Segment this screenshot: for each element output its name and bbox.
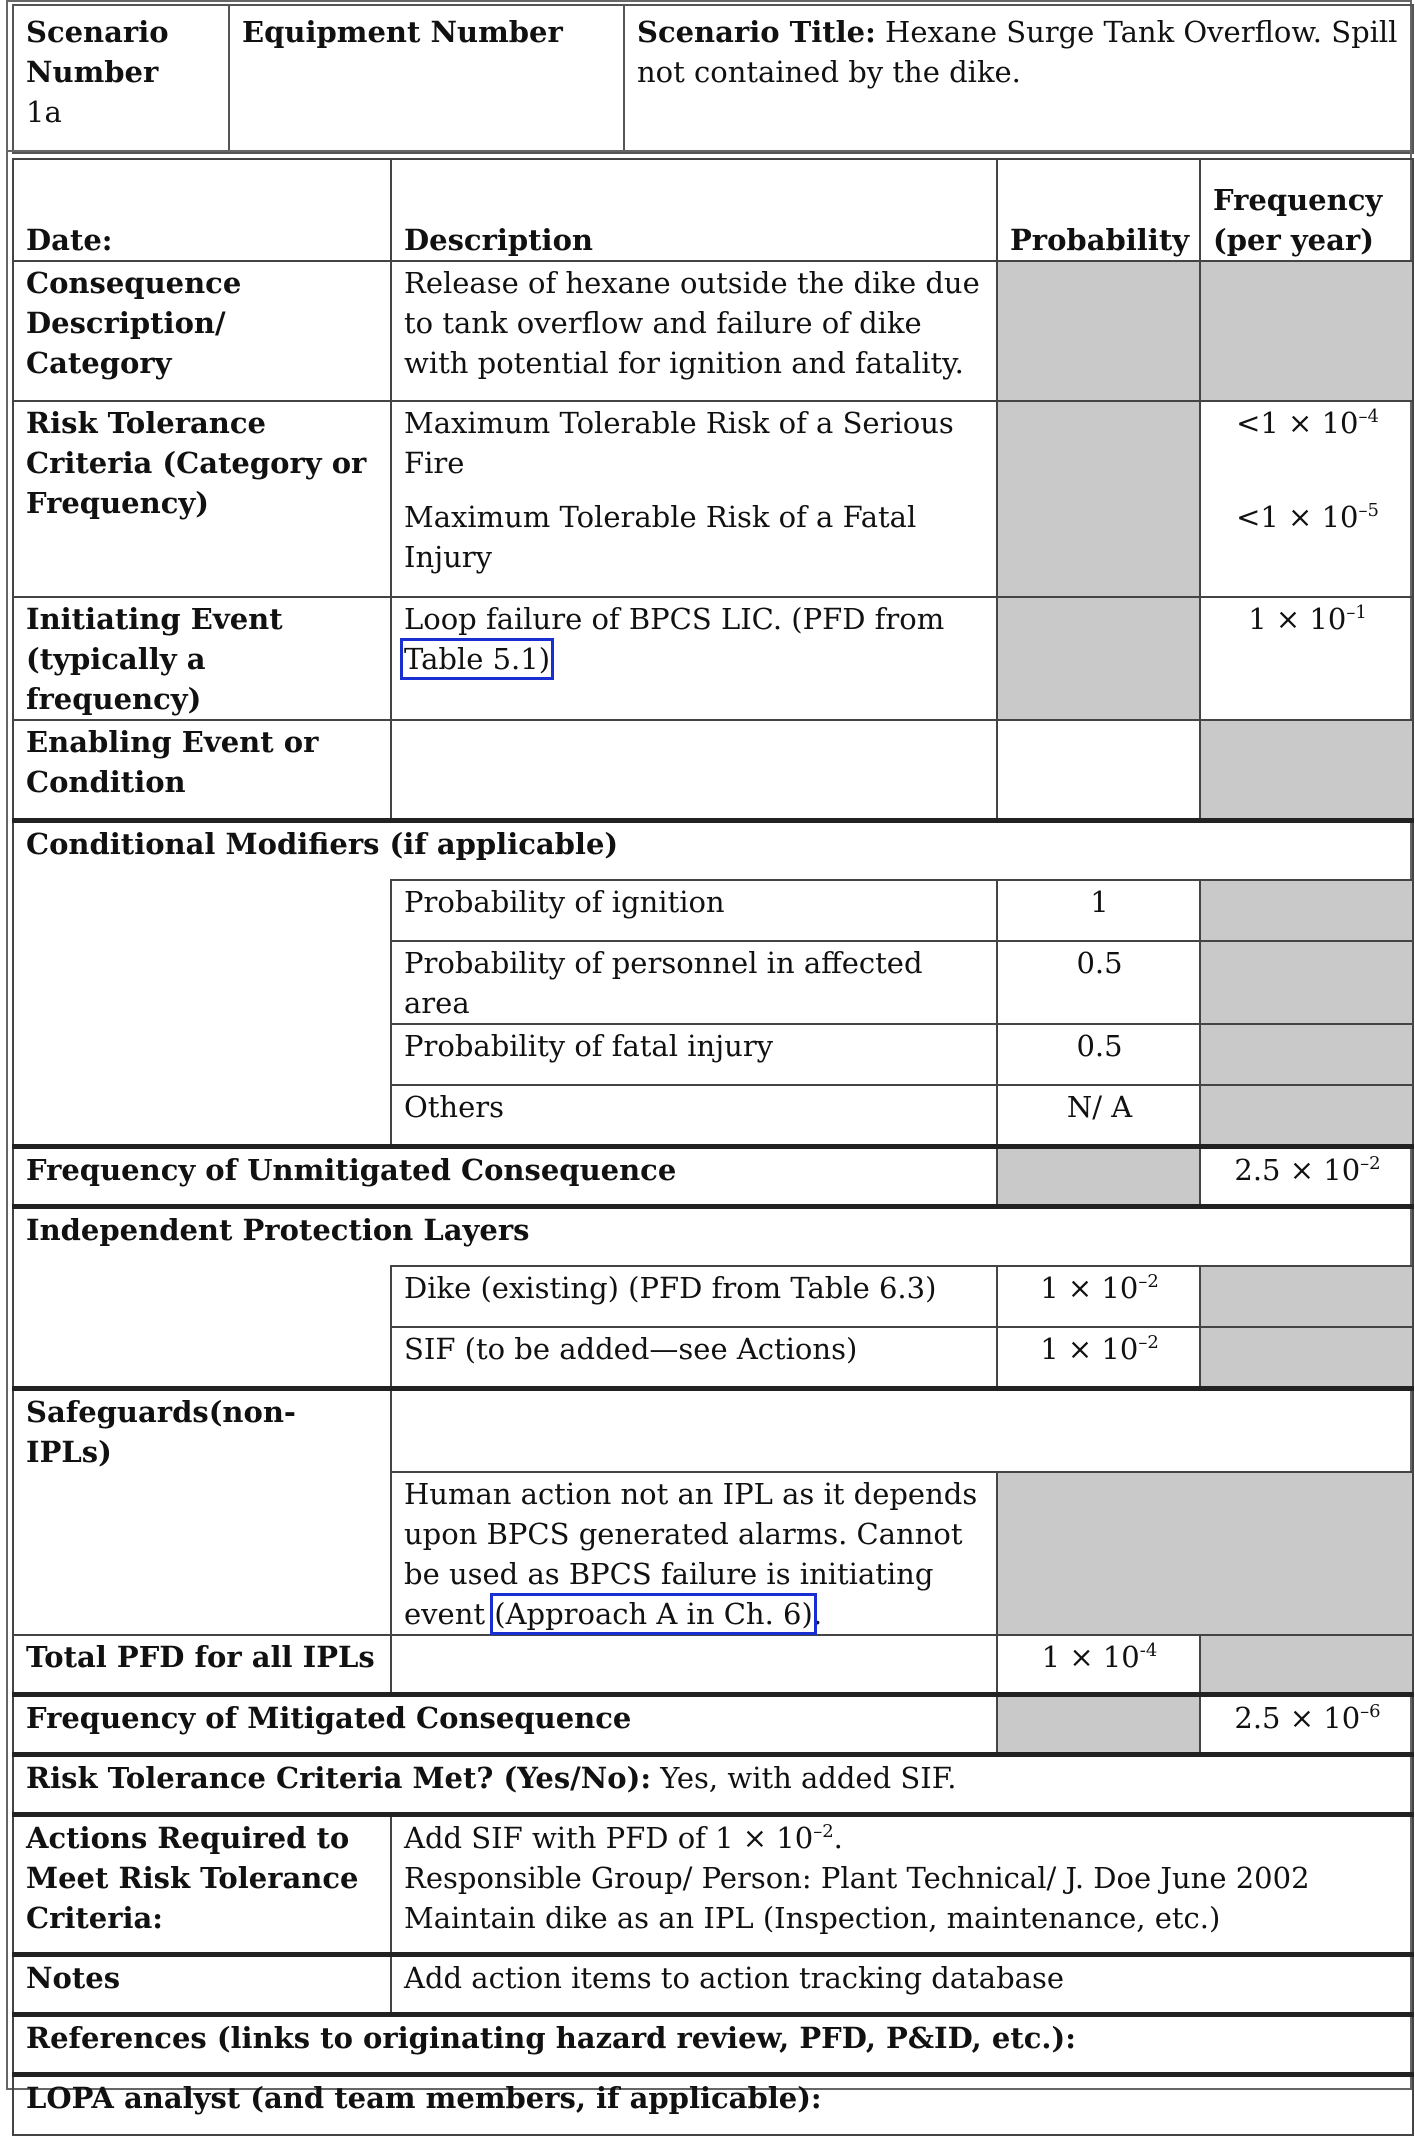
actions-row	[13, 1815, 1413, 1955]
consequence-label: Consequence Description/ Category	[13, 261, 391, 401]
enabling-event-label: Enabling Event or Condition	[13, 720, 391, 820]
consequence-probability-cell	[997, 261, 1200, 401]
safeguards-end: .	[812, 1596, 823, 1631]
unmitigated-label: Frequency of Unmitigated Consequence	[13, 1146, 997, 1206]
date-header: Date:	[13, 159, 391, 261]
table-5-1-link[interactable]: Table 5.1)	[404, 642, 551, 676]
initiating-event-probability-cell	[997, 597, 1200, 720]
total-pfd-value	[997, 1635, 1200, 1695]
scenario-title-cell	[624, 5, 1413, 153]
scenario-number-label: Scenario Number	[26, 15, 169, 89]
cm-ignition-desc: Probability of ignition	[391, 880, 997, 941]
init-freq-value: 1 × 10	[1248, 602, 1347, 636]
actions-line1-end: .	[833, 1821, 843, 1855]
actions-line3: Maintain dike as an IPL (Inspection, maintenance, etc.)	[404, 1901, 1221, 1935]
notes-row	[13, 1955, 1413, 2015]
safeguards-frequency-cell	[1200, 1472, 1413, 1635]
risk-tol-freq2: <1 × 10	[1236, 500, 1359, 534]
scenario-number-value: 1a	[26, 95, 62, 129]
mit-freq-value: 2.5 × 10	[1234, 1701, 1361, 1735]
ipl-sif-desc: SIF (to be added—see Actions)	[391, 1327, 997, 1388]
conditional-modifiers-label: Conditional Modifiers (if applicable)	[13, 820, 1413, 880]
ipl-dike-prob-exp: –2	[1138, 1271, 1159, 1292]
cm-others-freq-cell	[1200, 1085, 1413, 1146]
enabling-event-row	[13, 720, 1413, 820]
scenario-title-label: Scenario Title:	[637, 15, 876, 49]
references-label: References (links to originating hazard review, PFD, P&ID, etc.):	[13, 2015, 1413, 2075]
cm-fatal-prob: 0.5	[997, 1024, 1200, 1085]
ipl-dike-freq-cell	[1200, 1266, 1413, 1327]
cm-fatal-desc: Probability of fatal injury	[391, 1024, 997, 1085]
enabling-event-frequency-cell	[1200, 720, 1413, 820]
total-pfd-exp: -4	[1139, 1639, 1158, 1661]
ipl-dike-row	[13, 1266, 1413, 1327]
ipl-dike-prob-value: 1 × 10	[1040, 1271, 1139, 1305]
mitigated-probability-cell	[997, 1695, 1200, 1755]
ipl-sif-prob-value: 1 × 10	[1040, 1332, 1139, 1366]
ipl-header-row	[13, 1206, 1413, 1266]
mitigated-frequency	[1200, 1695, 1413, 1755]
initiating-event-row	[13, 597, 1413, 720]
equipment-number-label: Equipment Number	[242, 15, 563, 49]
scenario-title-value: Hexane Surge Tank Overflow. Spill not contained by the dike.	[637, 15, 1398, 89]
risk-tolerance-fire: Maximum Tolerable Risk of a Serious Fire	[404, 406, 954, 480]
ipl-sif-freq-cell	[1200, 1327, 1413, 1388]
description-header: Description	[391, 159, 997, 261]
initiating-event-frequency	[1200, 597, 1413, 720]
mitigated-label: Frequency of Mitigated Consequence	[13, 1695, 997, 1755]
risk-tolerance-fatal: Maximum Tolerable Risk of a Fatal Injury	[404, 500, 917, 574]
safeguards-header-row	[13, 1388, 1413, 1472]
risk-tol-freq2-exp: –5	[1358, 500, 1379, 521]
conditional-modifiers-row	[13, 820, 1413, 880]
safeguards-text: Human action not an IPL as it depends upon BPCS generated alarms. Cannot be used as BPCS failure is initiating event	[404, 1476, 978, 1631]
notes-value: Add action items to action tracking database	[391, 1955, 1413, 2015]
references-row	[13, 2015, 1413, 2075]
rtc-met-cell	[13, 1755, 1413, 1815]
total-pfd-description	[391, 1635, 997, 1695]
total-pfd-label: Total PFD for all IPLs	[13, 1635, 391, 1695]
risk-tolerance-frequency	[1200, 401, 1413, 597]
equipment-number-cell	[229, 5, 624, 153]
cm-personnel-freq-cell	[1200, 941, 1413, 1024]
actions-description	[391, 1815, 1413, 1955]
safeguards-description	[391, 1472, 997, 1635]
analyst-row	[13, 2075, 1413, 2135]
cm-ignition-prob: 1	[997, 880, 1200, 941]
actions-line1-exp: –2	[813, 1821, 834, 1842]
cm-personnel-desc: Probability of personnel in affected area	[391, 941, 997, 1024]
probability-header: Probability	[997, 159, 1200, 261]
ipl-spacer	[13, 1266, 391, 1388]
safeguards-spacer	[13, 1472, 391, 1635]
cm-others-prob: N/ A	[997, 1085, 1200, 1146]
safeguards-label: Safeguards(non-IPLs)	[13, 1388, 391, 1472]
rtc-met-value: Yes, with added SIF.	[660, 1761, 957, 1795]
cm-personnel-prob: 0.5	[997, 941, 1200, 1024]
cm-fatal-freq-cell	[1200, 1024, 1413, 1085]
analyst-label: LOPA analyst (and team members, if applicable):	[13, 2075, 1413, 2135]
notes-label: Notes	[13, 1955, 391, 2015]
safeguards-header-blank	[391, 1388, 1413, 1472]
column-header-row	[13, 159, 1413, 261]
rtc-met-row	[13, 1755, 1413, 1815]
unmitigated-row	[13, 1146, 1413, 1206]
unmitigated-frequency	[1200, 1146, 1413, 1206]
ipl-dike-desc: Dike (existing) (PFD from Table 6.3)	[391, 1266, 997, 1327]
conditional-modifiers-spacer	[13, 880, 391, 1146]
risk-tol-freq1-exp: –4	[1358, 406, 1379, 427]
approach-a-link[interactable]: (Approach A in Ch. 6)	[494, 1596, 813, 1631]
risk-tolerance-row	[13, 401, 1413, 597]
actions-label: Actions Required to Meet Risk Tolerance Criteria:	[13, 1815, 391, 1955]
total-pfd-freq-cell	[1200, 1635, 1413, 1695]
risk-tolerance-description	[391, 401, 997, 597]
actions-line2: Responsible Group/ Person: Plant Technical/ J. Doe June 2002	[404, 1861, 1310, 1895]
initiating-event-label: Initiating Event (typically a frequency)	[13, 597, 391, 720]
scenario-header-table	[12, 4, 1414, 154]
initiating-event-description	[391, 597, 997, 720]
enabling-event-probability	[997, 720, 1200, 820]
init-freq-exp: –1	[1346, 602, 1367, 623]
frequency-header: Frequency (per year)	[1200, 159, 1413, 261]
consequence-description: Release of hexane outside the dike due to tank overflow and failure of dike with potential for ignition and fatality.	[391, 261, 997, 401]
cm-ignition-row	[13, 880, 1413, 941]
rtc-met-label: Risk Tolerance Criteria Met? (Yes/No):	[26, 1761, 652, 1795]
safeguards-row	[13, 1472, 1413, 1635]
unmitigated-probability-cell	[997, 1146, 1200, 1206]
cm-others-desc: Others	[391, 1085, 997, 1146]
risk-tolerance-probability-cell	[997, 401, 1200, 597]
risk-tol-freq1: <1 × 10	[1236, 406, 1359, 440]
risk-tolerance-label: Risk Tolerance Criteria (Category or Frequency)	[13, 401, 391, 597]
scenario-number-cell	[13, 5, 229, 153]
initiating-event-text: Loop failure of BPCS LIC. (PFD from	[404, 602, 945, 636]
mit-freq-exp: –6	[1360, 1701, 1381, 1722]
ipl-label: Independent Protection Layers	[13, 1206, 1413, 1266]
total-pfd-row	[13, 1635, 1413, 1695]
ipl-sif-prob-exp: –2	[1138, 1332, 1159, 1353]
cm-ignition-freq-cell	[1200, 880, 1413, 941]
total-pfd-base: 1 × 10	[1041, 1639, 1140, 1674]
ipl-sif-prob	[997, 1327, 1200, 1388]
safeguards-probability-cell	[997, 1472, 1200, 1635]
mitigated-row	[13, 1695, 1413, 1755]
enabling-event-description	[391, 720, 997, 820]
unmit-freq-value: 2.5 × 10	[1234, 1152, 1361, 1187]
unmit-freq-exp: –2	[1360, 1152, 1381, 1174]
consequence-row	[13, 261, 1413, 401]
lopa-table	[12, 158, 1414, 2136]
consequence-frequency-cell	[1200, 261, 1413, 401]
ipl-dike-prob	[997, 1266, 1200, 1327]
actions-line1: Add SIF with PFD of 1 × 10	[404, 1821, 814, 1855]
